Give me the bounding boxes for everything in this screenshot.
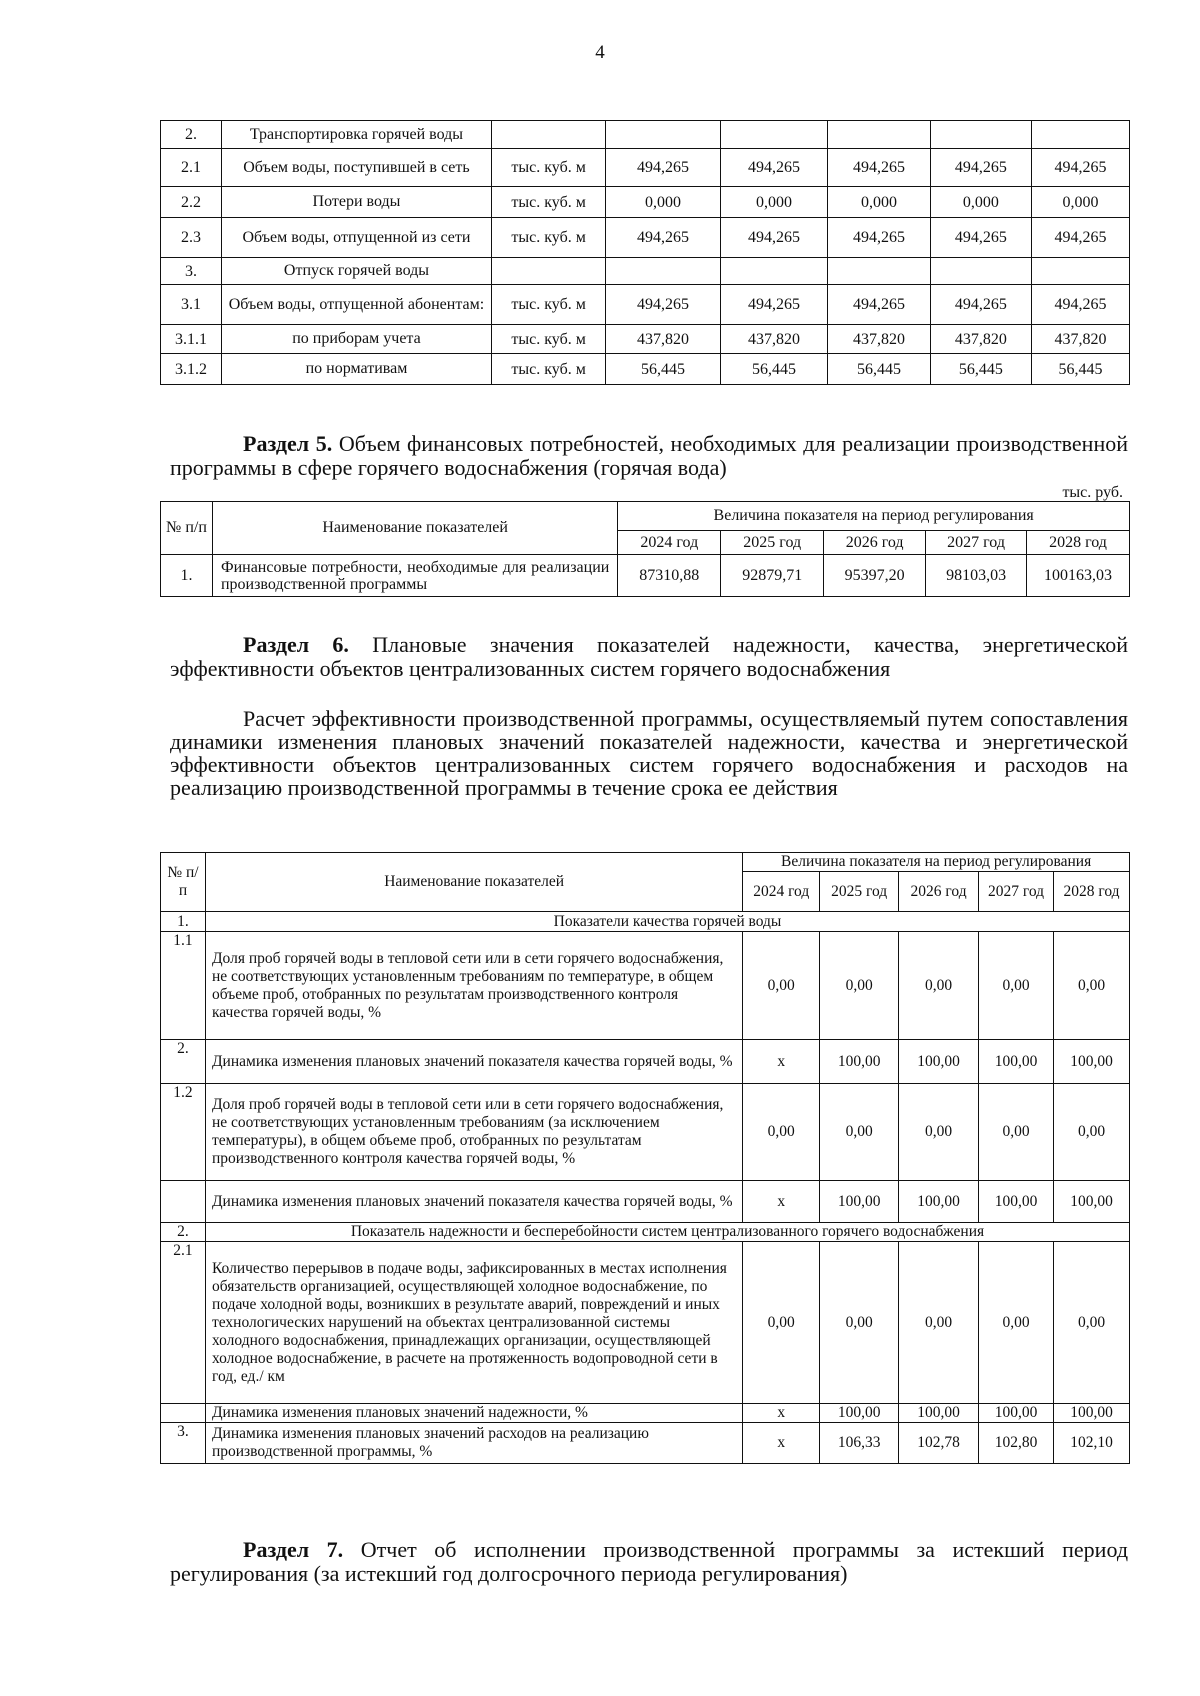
table-row — [161, 149, 1130, 187]
value-cell: 102,10 — [1054, 1423, 1130, 1464]
value-cell: 0,000 — [930, 187, 1031, 218]
efficiency-paragraph: Расчет эффективности производственной программы, осуществляемый путем сопоставления динамики изменения плановых значений показателей надежности, качества и энергетической эффективности объектов централизованных систем горячего водоснабжения и расходов на реализацию производственной программы в течение срока ее действия — [170, 706, 1128, 800]
row-name: Объем воды, отпущенной абонентам: — [221, 285, 491, 325]
column-header-period: Величина показателя на период регулирования — [618, 502, 1130, 531]
row-name: Объем воды, отпущенной из сети — [221, 218, 491, 258]
value-cell: x — [743, 1040, 820, 1084]
value-cell: 95397,20 — [824, 555, 926, 597]
column-header-number: № п/п — [161, 853, 206, 912]
row-number: 2. — [161, 1040, 206, 1084]
table-row — [161, 1404, 1130, 1423]
row-name: Динамика изменения плановых значений надежности, % — [205, 1404, 742, 1423]
table-row — [161, 187, 1130, 218]
row-number — [161, 1404, 206, 1423]
value-cell: 494,265 — [606, 218, 720, 258]
value-cell: 100,00 — [1054, 1040, 1130, 1084]
value-cell: 437,820 — [828, 325, 930, 354]
value-cell: 494,265 — [720, 149, 828, 187]
value-cell: 100,00 — [1054, 1404, 1130, 1423]
value-cell: 0,00 — [743, 1242, 820, 1404]
row-unit: тыс. куб. м — [491, 187, 605, 218]
value-cell: 494,265 — [1031, 149, 1129, 187]
value-cell: 0,000 — [720, 187, 828, 218]
row-name: Динамика изменения плановых значений показателя качества горячей воды, % — [205, 1040, 742, 1084]
row-number: 1. — [161, 555, 213, 597]
value-cell: 100,00 — [899, 1181, 979, 1223]
value-cell: 0,00 — [899, 1084, 979, 1181]
value-cell: 98103,03 — [926, 555, 1027, 597]
value-cell: 437,820 — [930, 325, 1031, 354]
row-name: Доля проб горячей воды в тепловой сети или в сети горячего водоснабжения, не соответствующих установленным требованиям (за исключением температуры), в общем объеме проб, отобранных по результатам производственного контроля качества горячей воды, % — [205, 1084, 742, 1181]
value-cell: 100,00 — [820, 1404, 899, 1423]
value-cell: 0,000 — [606, 187, 720, 218]
section7-text: Отчет об исполнении производственной программы за истекший период регулирования (за истекший год долгосрочного периода регулирования) — [170, 1537, 1129, 1586]
row-number: 2.2 — [161, 187, 222, 218]
value-cell: 100,00 — [820, 1181, 899, 1223]
value-cell: 0,00 — [1054, 1084, 1130, 1181]
row-name: Количество перерывов в подаче воды, зафиксированных в местах исполнения обязательств организацией, осуществляющей холодное водоснабжение, по подаче холодной воды, возникших в результате аварий, повреждений и иных технологических нарушений на объектах централизованной системы холодного водоснабжения, принадлежащих организации, осуществляющей холодное водоснабжение, в расчете на протяженность водопроводной сети в год, ед./ км — [205, 1242, 742, 1404]
value-cell: 87310,88 — [618, 555, 721, 597]
section7-heading — [170, 1538, 1128, 1586]
value-cell: 0,000 — [828, 187, 930, 218]
value-cell: 0,00 — [820, 1242, 899, 1404]
section7-label: Раздел 7. — [243, 1537, 344, 1562]
year-header: 2024 год — [743, 872, 820, 912]
value-cell: 437,820 — [720, 325, 828, 354]
table-row — [161, 121, 1130, 149]
section6-text: Плановые значения показателей надежности, качества, энергетической эффективности объектов централизованных систем горячего водоснабжения — [170, 632, 1128, 681]
section5-text: Объем финансовых потребностей, необходимых для реализации производственной программы в сфере горячего водоснабжения (горячая вода) — [170, 431, 1129, 480]
year-header: 2025 год — [820, 872, 899, 912]
table-row — [161, 1423, 1130, 1464]
column-header-name: Наименование показателей — [205, 853, 742, 912]
row-name: по нормативам — [221, 354, 491, 385]
value-cell: 0,00 — [820, 932, 899, 1040]
section6-heading — [170, 633, 1128, 681]
row-number: 1.1 — [161, 932, 206, 1040]
value-cell: 0,00 — [743, 1084, 820, 1181]
value-cell: 494,265 — [930, 149, 1031, 187]
year-header: 2028 год — [1027, 531, 1130, 555]
row-number: 2.1 — [161, 1242, 206, 1404]
value-cell: 437,820 — [1031, 325, 1129, 354]
value-cell: 0,00 — [899, 1242, 979, 1404]
row-name: Финансовые потребности, необходимые для реализации производственной программы — [212, 555, 617, 597]
value-cell: 56,445 — [828, 354, 930, 385]
value-cell: 494,265 — [930, 285, 1031, 325]
value-cell: 494,265 — [606, 149, 720, 187]
table-row — [161, 932, 1130, 1040]
value-cell: 0,000 — [1031, 187, 1129, 218]
value-cell: 494,265 — [828, 218, 930, 258]
group-number: 2. — [161, 1223, 206, 1242]
value-cell: 0,00 — [820, 1084, 899, 1181]
row-unit: тыс. куб. м — [491, 354, 605, 385]
year-header: 2028 год — [1054, 872, 1130, 912]
section5-label: Раздел 5. — [243, 431, 333, 456]
row-unit: тыс. куб. м — [491, 285, 605, 325]
row-number: 3. — [161, 258, 222, 285]
value-cell: x — [743, 1423, 820, 1464]
value-cell: 0,00 — [1054, 932, 1130, 1040]
section6-label: Раздел 6. — [243, 632, 349, 657]
row-name: Динамика изменения плановых значений показателя качества горячей воды, % — [205, 1181, 742, 1223]
units-label: тыс. руб. — [1062, 484, 1123, 501]
row-name: Доля проб горячей воды в тепловой сети или в сети горячего водоснабжения, не соответствующих установленным требованиям по температуре, в общем объеме проб, отобранных по результатам производственного контроля качества горячей воды, % — [205, 932, 742, 1040]
value-cell: 0,00 — [743, 932, 820, 1040]
row-unit: тыс. куб. м — [491, 149, 605, 187]
year-header: 2027 год — [926, 531, 1027, 555]
value-cell: x — [743, 1404, 820, 1423]
row-number: 2. — [161, 121, 222, 149]
value-cell: 56,445 — [606, 354, 720, 385]
value-cell: 100,00 — [979, 1404, 1054, 1423]
year-header: 2025 год — [721, 531, 824, 555]
table-row — [161, 555, 1130, 597]
value-cell: 494,265 — [828, 285, 930, 325]
page-number: 4 — [595, 42, 605, 63]
value-cell: 494,265 — [1031, 285, 1129, 325]
group-number: 1. — [161, 912, 206, 932]
value-cell: 56,445 — [930, 354, 1031, 385]
row-number: 3.1.1 — [161, 325, 222, 354]
value-cell: 100163,03 — [1027, 555, 1130, 597]
row-number: 3. — [161, 1423, 206, 1464]
row-name: Отпуск горячей воды — [221, 258, 491, 285]
table-row — [161, 285, 1130, 325]
value-cell: 0,00 — [1054, 1242, 1130, 1404]
year-header: 2026 год — [899, 872, 979, 912]
value-cell: 494,265 — [1031, 218, 1129, 258]
row-unit: тыс. куб. м — [491, 218, 605, 258]
column-header-period: Величина показателя на период регулирования — [743, 853, 1130, 872]
year-header: 2027 год — [979, 872, 1054, 912]
value-cell: 106,33 — [820, 1423, 899, 1464]
column-header-name: Наименование показателей — [212, 502, 617, 555]
section5-heading — [170, 432, 1128, 480]
row-unit: тыс. куб. м — [491, 325, 605, 354]
water-volume-table — [160, 120, 1130, 385]
value-cell: 0,00 — [979, 1084, 1054, 1181]
value-cell: 92879,71 — [721, 555, 824, 597]
financial-needs-table — [160, 501, 1130, 597]
table-row — [161, 258, 1130, 285]
value-cell: 100,00 — [1054, 1181, 1130, 1223]
column-header-number: № п/п — [161, 502, 213, 555]
value-cell: 494,265 — [720, 285, 828, 325]
row-number: 3.1.2 — [161, 354, 222, 385]
value-cell: 494,265 — [828, 149, 930, 187]
value-cell: 494,265 — [720, 218, 828, 258]
value-cell: 0,00 — [979, 1242, 1054, 1404]
table-row — [161, 1084, 1130, 1181]
row-name: по приборам учета — [221, 325, 491, 354]
table-row — [161, 1242, 1130, 1404]
value-cell: 0,00 — [899, 932, 979, 1040]
table-row — [161, 354, 1130, 385]
value-cell: 100,00 — [899, 1404, 979, 1423]
value-cell: 100,00 — [979, 1181, 1054, 1223]
table-row — [161, 1181, 1130, 1223]
value-cell: 56,445 — [720, 354, 828, 385]
table-row — [161, 325, 1130, 354]
row-number: 1.2 — [161, 1084, 206, 1181]
value-cell: 102,78 — [899, 1423, 979, 1464]
row-name: Потери воды — [221, 187, 491, 218]
group-title: Показатель надежности и бесперебойности систем централизованного горячего водоснабжения — [205, 1223, 1129, 1242]
year-header: 2024 год — [618, 531, 721, 555]
value-cell: 102,80 — [979, 1423, 1054, 1464]
value-cell: 0,00 — [979, 932, 1054, 1040]
row-name: Динамика изменения плановых значений расходов на реализацию производственной программы, % — [205, 1423, 742, 1464]
group-row — [161, 912, 1130, 932]
group-row — [161, 1223, 1130, 1242]
value-cell: 437,820 — [606, 325, 720, 354]
table-row — [161, 218, 1130, 258]
value-cell: 100,00 — [899, 1040, 979, 1084]
year-header: 2026 год — [824, 531, 926, 555]
row-name: Транспортировка горячей воды — [221, 121, 491, 149]
value-cell: x — [743, 1181, 820, 1223]
row-name: Объем воды, поступившей в сеть — [221, 149, 491, 187]
value-cell: 100,00 — [979, 1040, 1054, 1084]
value-cell: 494,265 — [930, 218, 1031, 258]
row-number — [161, 1181, 206, 1223]
value-cell: 100,00 — [820, 1040, 899, 1084]
group-title: Показатели качества горячей воды — [205, 912, 1129, 932]
indicators-table — [160, 852, 1130, 1464]
table-row — [161, 1040, 1130, 1084]
row-number: 3.1 — [161, 285, 222, 325]
row-number: 2.3 — [161, 218, 222, 258]
row-number: 2.1 — [161, 149, 222, 187]
value-cell: 56,445 — [1031, 354, 1129, 385]
value-cell: 494,265 — [606, 285, 720, 325]
